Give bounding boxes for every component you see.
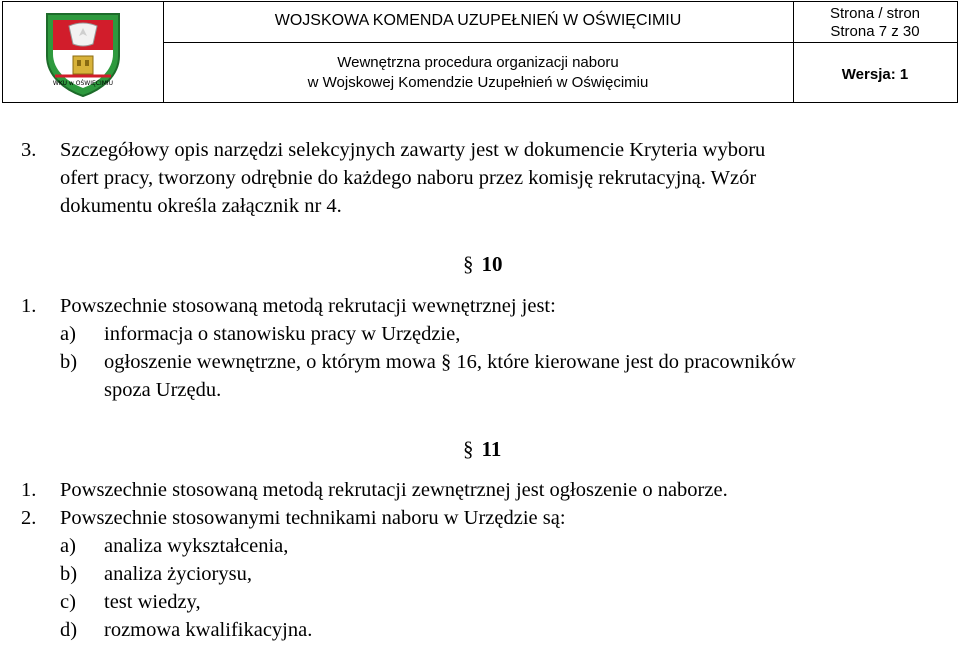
paragraph-line: dokumentu określa załącznik nr 4. (60, 195, 342, 217)
paragraph-line: Szczegółowy opis narzędzi selekcyjnych zawarty jest w dokumencie Kryteria wyboru (60, 139, 766, 161)
list-letter: a) (60, 323, 76, 345)
list-item-text: analiza wykształcenia, (104, 535, 289, 557)
list-item-text: analiza życiorysu, (104, 563, 252, 585)
page-label: Strona / stron (829, 5, 921, 22)
section-heading-10 (463, 252, 503, 277)
list-letter: c) (60, 591, 76, 613)
logo-text: WKU w OŚWIĘCIMIU (52, 80, 114, 87)
item-number: 3. (21, 139, 37, 161)
page-number: Strona 7 z 30 (830, 23, 920, 40)
paragraph-line: Powszechnie stosowaną metodą rekrutacji wewnętrznej jest: (60, 295, 556, 317)
section-sign: § (463, 252, 474, 276)
version-label: Wersja: 1 (841, 66, 909, 83)
list-item-text: test wiedzy, (104, 591, 201, 613)
list-letter: b) (60, 351, 78, 373)
section-number: 10 (481, 252, 503, 276)
list-letter: d) (60, 619, 78, 641)
list-letter: b) (60, 563, 78, 585)
section-heading-11 (463, 437, 501, 462)
procedure-title-line2: w Wojskowej Komendzie Uzupełnień w Oświęcimiu (307, 74, 649, 91)
header-right (793, 2, 957, 102)
header-middle (163, 2, 794, 102)
item-number: 2. (21, 507, 37, 529)
procedure-title-line1: Wewnętrzna procedura organizacji naboru (337, 54, 619, 71)
document-header (2, 1, 958, 103)
paragraph-line: ofert pracy, tworzony odrębnie do każdego naboru przez komisję rekrutacyjną. Wzór (60, 167, 757, 189)
paragraph-line: Powszechnie stosowaną metodą rekrutacji zewnętrznej jest ogłoszenie o naborze. (60, 479, 728, 501)
list-item-text: spoza Urzędu. (104, 379, 222, 401)
section-number: 11 (481, 437, 502, 461)
header-title-cell (163, 2, 793, 43)
paragraph-line: Powszechnie stosowanymi technikami naboru w Urzędzie są: (60, 507, 566, 529)
item-number: 1. (21, 295, 37, 317)
page-info-cell (793, 2, 957, 43)
list-item-text: informacja o stanowisku pracy w Urzędzie, (104, 323, 461, 345)
institution-title: WOJSKOWA KOMENDA UZUPEŁNIEŃ W OŚWIĘCIMIU (274, 12, 682, 29)
list-item-text: ogłoszenie wewnętrzne, o którym mowa § 16, które kierowane jest do pracowników (104, 351, 796, 373)
list-item-text: rozmowa kwalifikacyjna. (104, 619, 313, 641)
section-sign: § (463, 437, 474, 461)
item-number: 1. (21, 479, 37, 501)
list-letter: a) (60, 535, 76, 557)
logo-cell (3, 2, 164, 102)
wku-emblem-logo (39, 10, 127, 98)
